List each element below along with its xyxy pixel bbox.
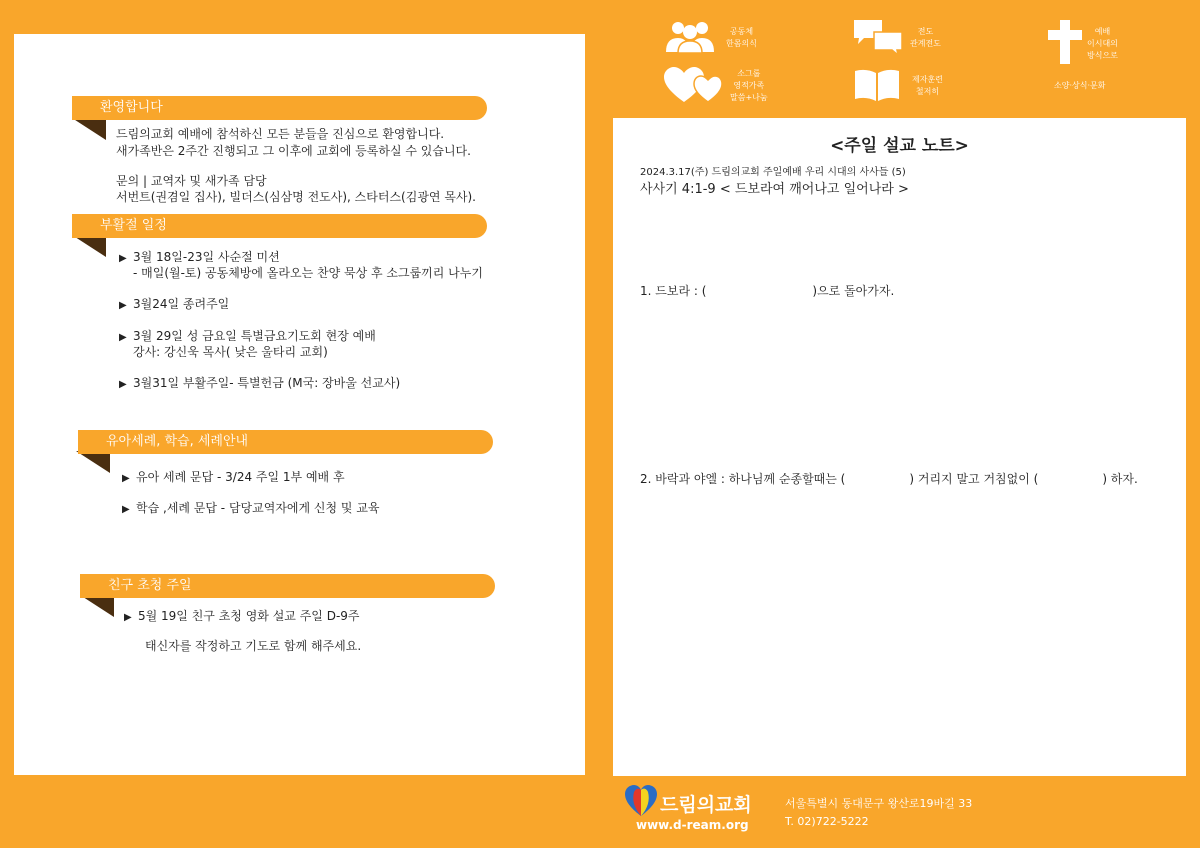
icon-discipleship [854, 68, 984, 108]
speech-bubbles-icon [852, 18, 904, 56]
icon-label: 제자훈련 철저히 [912, 75, 943, 96]
open-book-icon [854, 68, 900, 102]
section-fold-decoration [72, 118, 106, 140]
church-url-link[interactable]: www.d-ream.org [636, 818, 749, 832]
section-header-easter: 부활절 일정 [72, 214, 487, 238]
icon-label: 소그룹 영적가족 말씀+나눔 [730, 69, 768, 102]
phone-line: T. 02)722-5222 [785, 815, 869, 828]
icon-community [664, 18, 794, 58]
question-1: 1. 드보라 : ( )으로 돌아가자. [640, 284, 895, 298]
community-people-icon [664, 18, 716, 54]
easter-item: ▶ 3월 29일 성 금요일 특별금요기도회 현장 예배 [119, 328, 376, 346]
welcome-line: 새가족반은 2주간 진행되고 그 이후에 교회에 등록하실 수 있습니다. [116, 144, 471, 158]
arrow-icon: ▶ [119, 332, 127, 343]
easter-item: ▶ 3월31일 부활주일- 특별헌금 (M국: 장바울 선교사) [119, 375, 400, 393]
section-fold-decoration [72, 235, 106, 257]
contact-line: 문의 | 교역자 및 새가족 담당 [116, 174, 267, 188]
arrow-icon: ▶ [124, 612, 132, 623]
easter-item-sub: 강사: 강신욱 목사( 낮은 울타리 교회) [133, 345, 328, 359]
baptism-item: ▶ 학습 ,세례 문답 - 담당교역자에게 신청 및 교육 [122, 500, 380, 518]
icon-culture [1050, 80, 1130, 94]
section-fold-decoration [76, 451, 110, 473]
arrow-icon: ▶ [119, 300, 127, 311]
arrow-icon: ▶ [119, 253, 127, 264]
question-2: 2. 바락과 야엘 : 하나님께 순종할때는 ( ) 거리지 말고 거침없이 ( ) 하자. [640, 472, 1138, 486]
easter-item: ▶ 3월24일 종려주일 [119, 296, 229, 314]
welcome-line: 드림의교회 예배에 참석하신 모든 분들을 진심으로 환영합니다. [116, 127, 445, 141]
section-fold-decoration [80, 595, 114, 617]
icon-small-group [664, 66, 794, 106]
address-line: 서울특별시 동대문구 왕산로19바길 33 [785, 797, 973, 810]
scripture-line: 사사기 4:1-9 < 드보라여 깨어나고 일어나라 > [640, 182, 909, 197]
icon-worship [1045, 18, 1175, 68]
arrow-icon: ▶ [122, 473, 130, 484]
left-panel [14, 34, 585, 775]
section-header-welcome: 환영합니다 [72, 96, 487, 120]
icon-label: 공동체 한몸의식 [726, 27, 757, 48]
baptism-item: ▶ 유아 세례 문답 - 3/24 주일 1부 예배 후 [122, 469, 345, 487]
section-header-baptism: 유아세례, 학습, 세례안내 [78, 430, 493, 454]
friend-invite-note: 태신자를 작정하고 기도로 함께 해주세요. [145, 639, 362, 653]
sermon-note-panel [613, 118, 1186, 776]
easter-item: ▶ 3월 18일-23일 사순절 미션 [119, 249, 280, 267]
hearts-icon [664, 66, 724, 104]
church-address [785, 796, 972, 830]
section-header-friend-invite: 친구 초청 주일 [80, 574, 495, 598]
church-logo-icon [624, 784, 658, 818]
sermon-note-title: <주일 설교 노트> [830, 136, 969, 156]
icon-label: 예배 이시대의 방식으로 [1087, 27, 1118, 60]
sermon-date-line: 2024.3.17(주) 드림의교회 주일예배 우리 시대의 사사들 (5) [640, 167, 906, 178]
arrow-icon: ▶ [122, 504, 130, 515]
easter-item-sub: - 매일(월-토) 공동체방에 올라오는 찬양 묵상 후 소그룹끼리 나누기 [133, 266, 483, 280]
cross-icon [1045, 18, 1085, 66]
friend-invite-item: ▶ 5월 19일 친구 초청 영화 설교 주일 D-9주 [124, 608, 360, 626]
church-name: 드림의교회 [660, 794, 752, 816]
icon-evangelism [852, 18, 982, 58]
contact-line: 서번트(권겸일 집사), 빌더스(심삼명 전도사), 스타터스(김광연 목사). [116, 190, 476, 204]
icon-label: 전도 관계전도 [910, 27, 941, 48]
arrow-icon: ▶ [119, 379, 127, 390]
culture-icon: 소양·상식·문화 [1054, 81, 1106, 90]
